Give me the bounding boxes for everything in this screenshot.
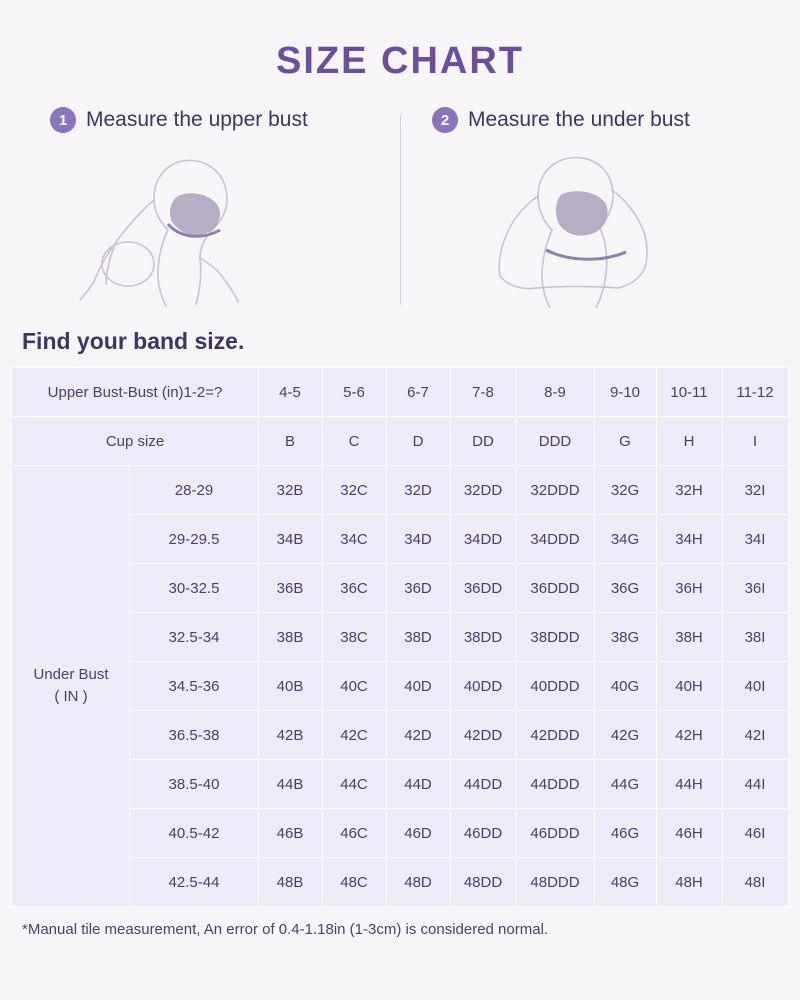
size-cell: 36D xyxy=(386,564,450,613)
size-cell: 40D xyxy=(386,662,450,711)
step-1-number-badge: 1 xyxy=(50,107,76,133)
size-cell: 44DD xyxy=(450,760,516,809)
under-bust-illustration xyxy=(414,135,786,310)
size-cell: 46G xyxy=(594,809,656,858)
size-cell: 42I xyxy=(722,711,788,760)
step-upper-bust xyxy=(0,107,400,310)
size-cell: 48G xyxy=(594,858,656,907)
size-cell: 44C xyxy=(322,760,386,809)
step-1-header xyxy=(14,107,386,133)
size-cell: 40I xyxy=(722,662,788,711)
section-title: Find your band size. xyxy=(22,328,245,354)
under-bust-cell: 29-29.5 xyxy=(130,515,258,564)
diff-cell: 10-11 xyxy=(656,368,722,417)
size-cell: 34C xyxy=(322,515,386,564)
size-cell: 48B xyxy=(258,858,322,907)
upper-bust-illustration xyxy=(14,135,386,310)
size-cell: 48DD xyxy=(450,858,516,907)
cup-cell: DDD xyxy=(516,417,594,466)
size-cell: 36DDD xyxy=(516,564,594,613)
size-cell: 40DD xyxy=(450,662,516,711)
size-cell: 48H xyxy=(656,858,722,907)
cup-cell: G xyxy=(594,417,656,466)
cup-cell: DD xyxy=(450,417,516,466)
size-cell: 34G xyxy=(594,515,656,564)
size-cell: 32B xyxy=(258,466,322,515)
diff-cell: 9-10 xyxy=(594,368,656,417)
size-cell: 38B xyxy=(258,613,322,662)
under-bust-cell: 34.5-36 xyxy=(130,662,258,711)
size-cell: 36H xyxy=(656,564,722,613)
size-cell: 38G xyxy=(594,613,656,662)
cup-cell: D xyxy=(386,417,450,466)
size-cell: 44G xyxy=(594,760,656,809)
upper-bust-diff-label: Upper Bust-Bust (in)1-2=? xyxy=(12,368,258,417)
size-cell: 40B xyxy=(258,662,322,711)
size-cell: 46DD xyxy=(450,809,516,858)
size-cell: 48I xyxy=(722,858,788,907)
size-cell: 46D xyxy=(386,809,450,858)
size-table xyxy=(11,367,788,907)
size-cell: 38H xyxy=(656,613,722,662)
size-cell: 40DDD xyxy=(516,662,594,711)
size-cell: 42D xyxy=(386,711,450,760)
diff-cell: 4-5 xyxy=(258,368,322,417)
size-cell: 34H xyxy=(656,515,722,564)
size-cell: 32D xyxy=(386,466,450,515)
diff-cell: 6-7 xyxy=(386,368,450,417)
cup-size-label: Cup size xyxy=(12,417,258,466)
size-cell: 38DDD xyxy=(516,613,594,662)
size-cell: 36DD xyxy=(450,564,516,613)
size-cell: 38DD xyxy=(450,613,516,662)
size-cell: 48C xyxy=(322,858,386,907)
size-cell: 32G xyxy=(594,466,656,515)
step-under-bust xyxy=(400,107,800,310)
size-cell: 36I xyxy=(722,564,788,613)
steps-divider xyxy=(400,115,401,305)
page-title: SIZE CHART xyxy=(276,40,524,82)
size-cell: 42G xyxy=(594,711,656,760)
size-cell: 38C xyxy=(322,613,386,662)
size-cell: 42B xyxy=(258,711,322,760)
side-label-line1: Under Bust xyxy=(33,665,109,683)
step-1-label: Measure the upper bust xyxy=(86,108,308,131)
size-cell: 32DDD xyxy=(516,466,594,515)
size-cell: 32DD xyxy=(450,466,516,515)
under-bust-cell: 32.5-34 xyxy=(130,613,258,662)
under-bust-side-label xyxy=(12,466,130,907)
step-2-label: Measure the under bust xyxy=(468,108,690,131)
size-cell: 34DD xyxy=(450,515,516,564)
under-bust-cell: 40.5-42 xyxy=(130,809,258,858)
cup-cell: B xyxy=(258,417,322,466)
size-cell: 36C xyxy=(322,564,386,613)
size-cell: 32H xyxy=(656,466,722,515)
size-cell: 34B xyxy=(258,515,322,564)
size-cell: 40G xyxy=(594,662,656,711)
cup-cell: I xyxy=(722,417,788,466)
footnote: *Manual tile measurement, An error of 0.4-1.18in (1-3cm) is considered normal. xyxy=(22,921,549,938)
size-cell: 44DDD xyxy=(516,760,594,809)
size-cell: 46C xyxy=(322,809,386,858)
under-bust-cell: 30-32.5 xyxy=(130,564,258,613)
size-cell: 42C xyxy=(322,711,386,760)
size-cell: 42H xyxy=(656,711,722,760)
size-cell: 34I xyxy=(722,515,788,564)
size-cell: 32I xyxy=(722,466,788,515)
diff-cell: 7-8 xyxy=(450,368,516,417)
size-cell: 46DDD xyxy=(516,809,594,858)
size-cell: 34D xyxy=(386,515,450,564)
size-cell: 48D xyxy=(386,858,450,907)
diff-cell: 5-6 xyxy=(322,368,386,417)
under-bust-cell: 38.5-40 xyxy=(130,760,258,809)
size-cell: 44H xyxy=(656,760,722,809)
size-cell: 46H xyxy=(656,809,722,858)
measurement-steps xyxy=(0,107,800,310)
size-cell: 42DD xyxy=(450,711,516,760)
table-row-cup-size xyxy=(12,417,788,466)
size-cell: 46I xyxy=(722,809,788,858)
size-cell: 38D xyxy=(386,613,450,662)
diff-cell: 8-9 xyxy=(516,368,594,417)
size-cell: 44D xyxy=(386,760,450,809)
size-cell: 42DDD xyxy=(516,711,594,760)
under-bust-cell: 28-29 xyxy=(130,466,258,515)
under-bust-cell: 36.5-38 xyxy=(130,711,258,760)
cup-cell: H xyxy=(656,417,722,466)
size-cell: 38I xyxy=(722,613,788,662)
size-cell: 44B xyxy=(258,760,322,809)
table-row-differences xyxy=(12,368,788,417)
step-2-number-badge: 2 xyxy=(432,107,458,133)
size-cell: 40C xyxy=(322,662,386,711)
size-cell: 32C xyxy=(322,466,386,515)
size-cell: 40H xyxy=(656,662,722,711)
diff-cell: 11-12 xyxy=(722,368,788,417)
side-label-line2: ( IN ) xyxy=(54,688,88,705)
size-cell: 48DDD xyxy=(516,858,594,907)
under-bust-cell: 42.5-44 xyxy=(130,858,258,907)
table-row xyxy=(12,466,788,515)
size-cell: 36G xyxy=(594,564,656,613)
size-cell: 44I xyxy=(722,760,788,809)
step-2-header xyxy=(414,107,786,133)
size-cell: 46B xyxy=(258,809,322,858)
size-cell: 36B xyxy=(258,564,322,613)
cup-cell: C xyxy=(322,417,386,466)
size-cell: 34DDD xyxy=(516,515,594,564)
